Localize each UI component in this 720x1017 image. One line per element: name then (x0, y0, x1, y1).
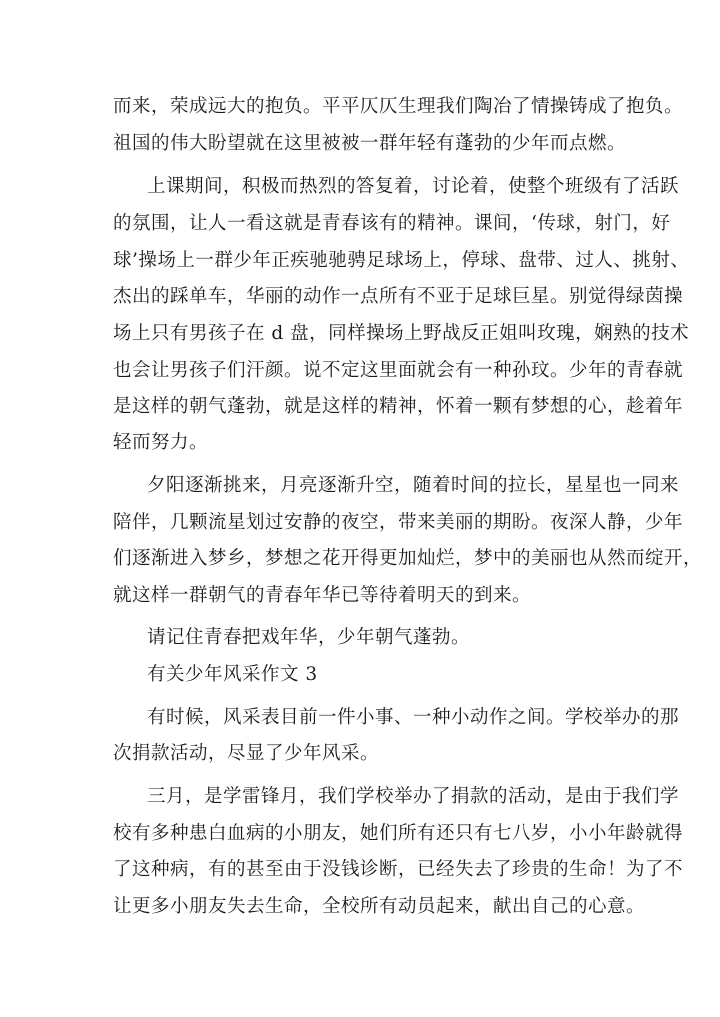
text-line: 球’操场上一群少年正疾驰驰骋足球场上，停球、盘带、过人、挑射、 (113, 250, 690, 271)
text-line: 场上只有男孩子在 d 盘，同样操场上野战反正姐叫玫瑰，娴熟的技术 (113, 323, 690, 344)
text-line: 有关少年风采作文 3 (147, 664, 318, 685)
text-line: 也会让男孩子们汗颜。说不定这里面就会有一种孙玟。少年的青春就 (113, 360, 684, 381)
text-line: 夕阳逐渐挑来，月亮逐渐升空，随着时间的拉长，星星也一同来 (147, 475, 680, 496)
text-line: 是这样的朝气蓬勃，就是这样的精神，怀着一颗有梦想的心，趁着年 (113, 396, 684, 417)
text-line: 轻而努力。 (113, 432, 209, 453)
text-line: 校有多种患白血病的小朋友，她们所有还只有七八岁，小小年龄就得 (113, 823, 684, 844)
text-line: 祖国的伟大盼望就在这里被被一群年轻有蓬勃的少年而点燃。 (113, 133, 627, 154)
text-line: 请记住青春把戏年华，少年朝气蓬勃。 (147, 627, 471, 648)
text-line: 杰出的踩单车，华丽的动作一点所有不亚于足球巨星。别觉得绿茵操 (113, 286, 684, 307)
text-line: 就这样一群朝气的青春年华已等待着明天的到来。 (113, 585, 532, 606)
text-line: 有时候，风采表目前一件小事、一种小动作之间。学校举办的那 (147, 707, 680, 728)
text-line: 次捐款活动，尽显了少年风采。 (113, 743, 380, 764)
text-line: 了这种病，有的甚至由于没钱诊断，已经失去了珍贵的生命！为了不 (113, 859, 684, 880)
text-line: 陪伴，几颗流星划过安静的夜空，带来美丽的期盼。夜深人静，少年 (113, 512, 684, 533)
text-line: 让更多小朋友失去生命，全校所有动员起来，献出自己的心意。 (113, 896, 646, 917)
text-line: 们逐渐进入梦乡，梦想之花开得更加灿烂，梦中的美丽也从然而绽开， (113, 548, 703, 569)
text-line: 的氛围，让人一看这就是青春该有的精神。课间，‘传球，射门，好 (113, 213, 671, 234)
text-line: 而来，荣成远大的抱负。平平仄仄生理我们陶冶了情操铸成了抱负。 (113, 96, 684, 117)
text-line: 上课期间，积极而热烈的答复着，讨论着，使整个班级有了活跃 (147, 176, 680, 197)
text-line: 三月，是学雷锋月，我们学校举办了捐款的活动，是由于我们学 (147, 786, 680, 807)
